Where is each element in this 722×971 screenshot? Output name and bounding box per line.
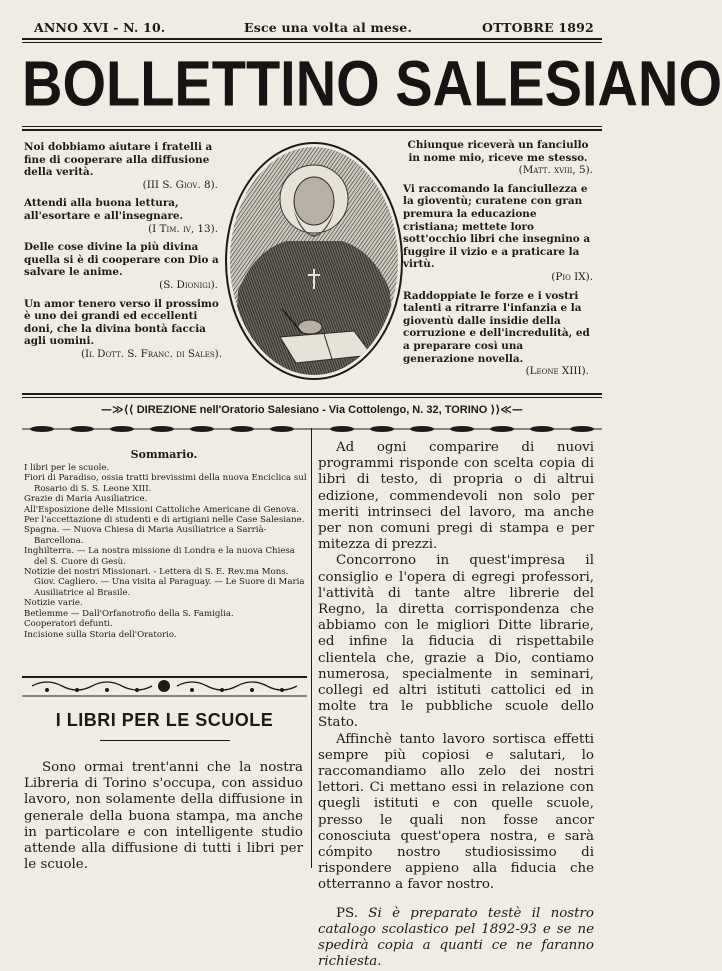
list-item: I libri per le scuole. <box>24 463 110 473</box>
masthead-rule-thin <box>22 126 602 127</box>
quote-source: (I Tim. iv, 13). <box>148 222 218 235</box>
list-item: Inghilterra. — La nostra missione di Londra e la nuova Chiesa del S. Cuore di Gesù. <box>24 546 295 567</box>
quote-text: Delle cose divine la più divina quella si è di cooperare con Dio a salvare le anime. <box>24 241 219 279</box>
list-item: Cooperatori defunti. <box>24 619 113 630</box>
list-item: Per l'accettazione di studenti e di artigiani nelle Case Salesiane. <box>24 515 305 526</box>
list-item: Incisione sulla Storia dell'Oratorio. <box>24 629 177 640</box>
frequency-note: Esce una volta al mese. <box>244 20 413 35</box>
quote-source: (Pio IX). <box>551 270 593 283</box>
list-item: Fiori di Paradiso, ossia tratti brevissimi della nuova Enciclica sul Rosario di S. S. Leone XIII. <box>24 473 307 494</box>
issue-number: ANNO XVI - N. 10. <box>34 20 166 35</box>
section-title: I LIBRI PER LE SCUOLE <box>55 710 274 730</box>
masthead-title: BOLLETTINO SALESIANO <box>22 47 722 120</box>
ornament-left-icon: —≫⟨⟨ <box>101 403 134 416</box>
list-item: Spagna. — Nuova Chiesa di Maria Ausiliatrice a Sarrià-Barcellona. <box>24 525 267 546</box>
paragraph: Ad ogni comparire di nuovi programmi risponde con scelta copia di libri di testo, di propria o di altrui edizione, commendevoli non solo per meriti intrinseci del lavoro, ma anche per non comuni pregi di stampa e per mitezza di prezzi. <box>318 440 594 553</box>
quote-text: Raddoppiate le forze e i vostri talenti a ritrarre l'infanzia e la gioventù dalle insidie della corruzione e dell'incredulità, ed a preparare così una generazione novella. <box>403 289 590 365</box>
quote-text: Attendi alla buona lettura, all'esortare e all'insegnare. <box>24 197 184 222</box>
quote-text: Un amor tenero verso il prossimo è uno dei grandi ed eccellenti doni, che la divina bontà faccia agli uomini. <box>24 297 219 348</box>
right-column-body <box>318 440 594 971</box>
quote-source: (Leone XIII). <box>525 365 589 378</box>
ornamental-rule-icon <box>22 422 602 436</box>
postscript-text: Si è preparato testè il nostro catalogo scolastico pel 1892-93 e se ne spedirà copia a quanti ce ne faranno richiesta. <box>318 905 594 970</box>
quote-text: Noi dobbiamo aiutare i fratelli a fine di cooperare alla diffusione della verità. <box>24 141 213 179</box>
quote-source: (S. Dionigi). <box>159 278 218 291</box>
quotes-rule <box>22 393 602 395</box>
postscript-label: PS. <box>336 905 358 921</box>
quote-source: (Il Dott. S. Franc. di Sales). <box>81 347 222 360</box>
sommario-list <box>24 463 307 640</box>
direzione-text: DIREZIONE nell'Oratorio Salesiano - Via Cottolengo, N. 32, TORINO <box>136 404 488 416</box>
postscript <box>318 906 594 971</box>
list-item: Grazie di Maria Ausiliatrice. <box>24 494 148 505</box>
quote-text: Vi raccomando la fanciullezza e la gioventù; curatene con gran premura la educazione cristiana; mettete loro sott'occhio libri che insegnino a fuggire il vizio e a praticare la virtù. <box>403 182 591 271</box>
paragraph: Sono ormai trent'anni che la nostra Libreria di Torino s'occupa, con assiduo lavoro, non solamente della diffusione in generale della buona stampa, ma anche in particolare e con intelligente studio attende alla diffusione di tutti i libri per le scuole. <box>24 760 303 873</box>
list-item: Notizie dei nostri Missionari. - Lettera di S. E. Rev.ma Mons. Giov. Cagliero. — Una visita al Paraguay. — Le Suore di Maria Ausiliatrice al Brasile. <box>24 567 305 598</box>
quote-text: Chiunque riceverà un fanciullo in nome mio, riceve me stesso. <box>407 139 589 164</box>
quotes-right <box>403 139 593 378</box>
headpiece-ornament-icon <box>22 674 307 700</box>
title-underline <box>100 740 230 741</box>
direzione-address <box>20 403 604 416</box>
quote-source: (III S. Giov. 8). <box>142 178 218 191</box>
ornament-right-icon: ⟩⟩≪— <box>490 403 523 416</box>
quotes-left <box>24 141 228 361</box>
quotes-rule-thin <box>22 397 602 398</box>
issue-date: OTTOBRE 1892 <box>482 20 594 35</box>
column-divider <box>311 428 312 868</box>
masthead-rule <box>22 129 602 131</box>
portrait-engraving <box>224 141 404 381</box>
list-item: Betlemme — Dall'Orfanotrofio della S. Famiglia. <box>24 608 234 619</box>
left-column-body <box>24 760 303 873</box>
saint-portrait-icon <box>224 141 404 381</box>
list-item: All'Esposizione delle Missioni Cattoliche Americane di Genova. <box>24 504 299 515</box>
list-item: Notizie varie. <box>24 598 83 609</box>
paragraph: Affinchè tanto lavoro sortisca effetti sempre più copiosi e salutari, lo raccomandiamo allo zelo dei nostri lettori. Ci mettano essi in relazione con quegli istituti e con quelle scuole, presso le quali non fosse ancor conosciuta quest'opera nostra, e sarà cómpito nostro studiosissimo di rispondere appieno alla fiducia che otterranno a favor nostro. <box>318 731 594 893</box>
sommario-title: Sommario. <box>130 448 198 461</box>
quote-source: (Matt. xviii, 5). <box>518 164 593 177</box>
paragraph: Concorrono in quest'impresa il consiglio e l'opera di egregi professori, l'attività di tante altre librerie del Regno, la diretta corrispondenza che abbiamo con le migliori Ditte librarie, ed infine la fiducia di rispettabile clientela che, grazie a Dio, contiamo numerosa, specialmente in seminari, collegi ed altri istituti cattolici ed in molte tra le pubbliche scuole dello Stato. <box>318 553 594 731</box>
